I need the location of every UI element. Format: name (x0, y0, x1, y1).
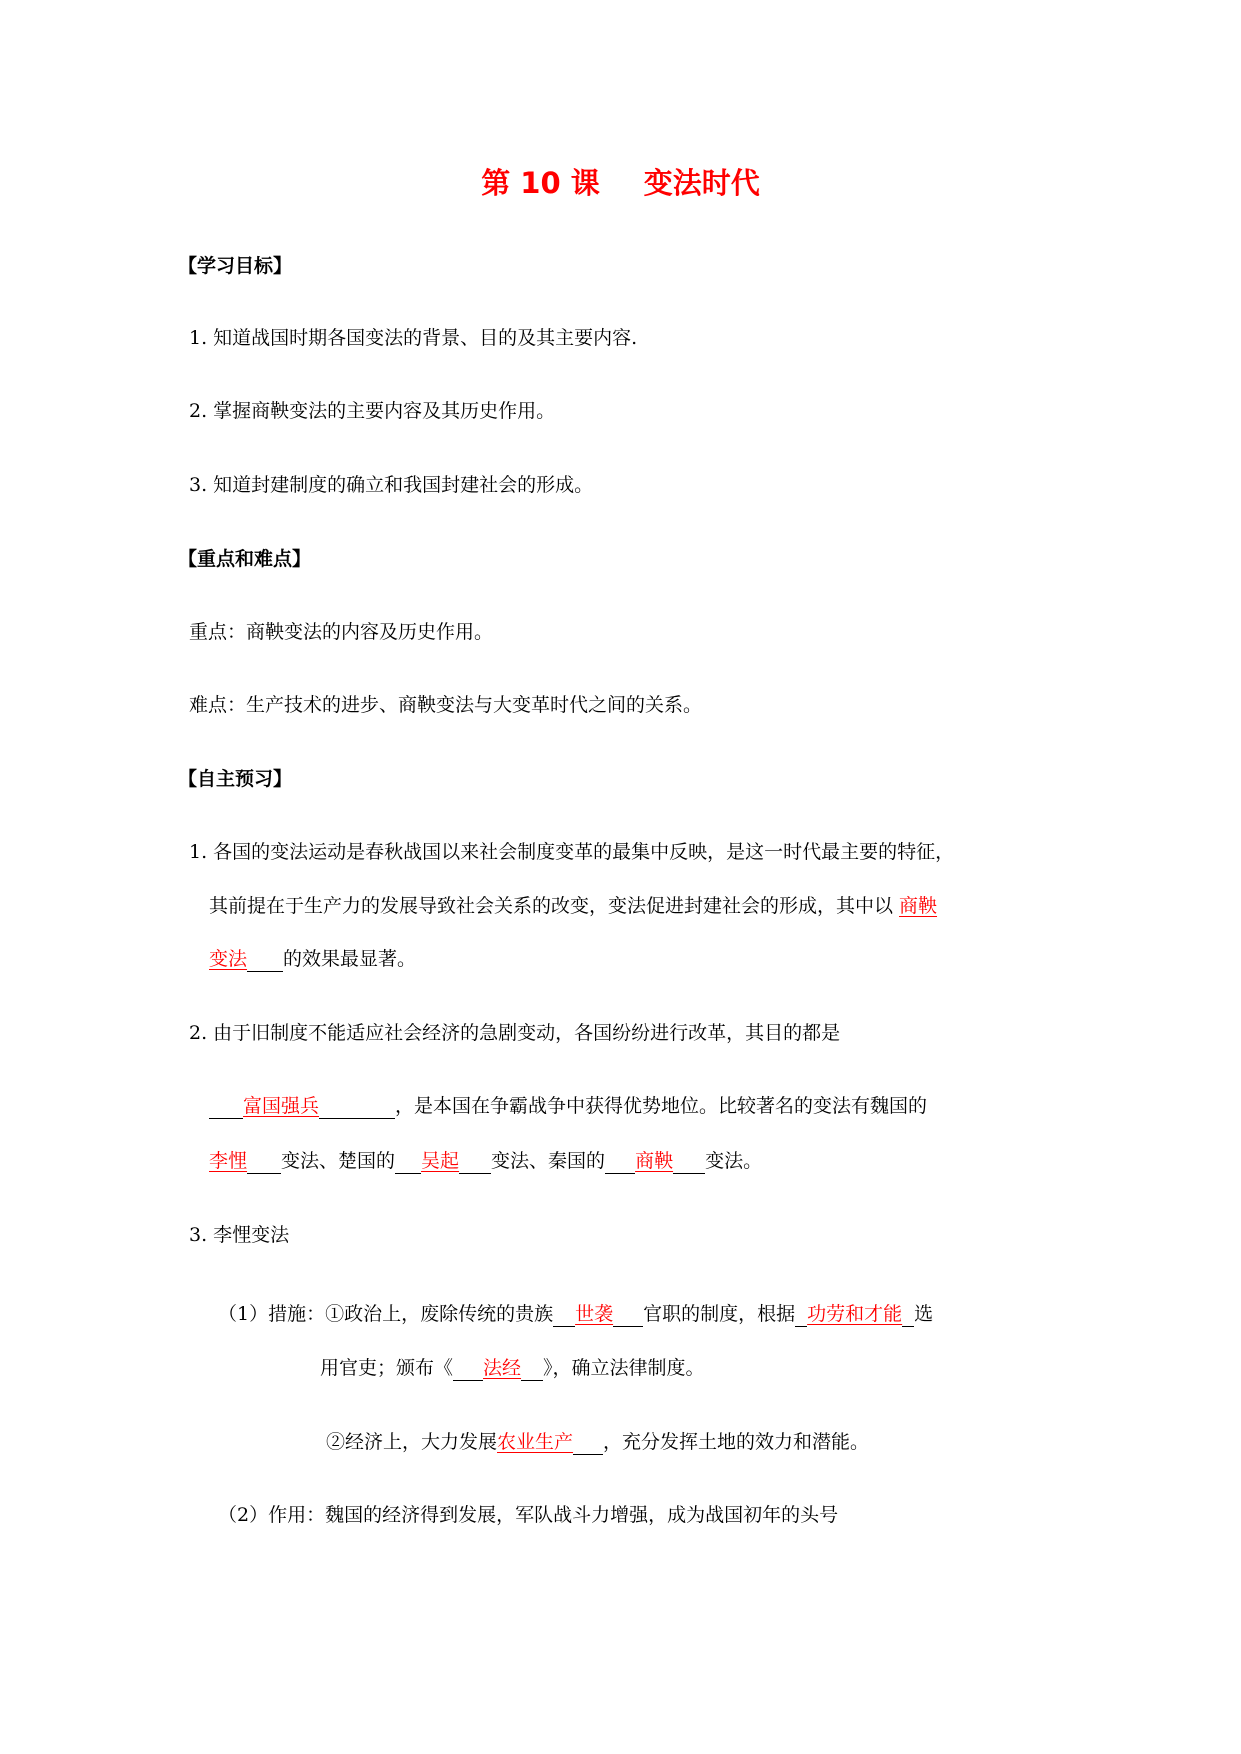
q2-line3 (209, 1148, 762, 1174)
q3-heading: 3. 李悝变法 (189, 1224, 290, 1246)
answer-blank: 商鞅 (899, 895, 938, 917)
answer-blank: 富国强兵 (243, 1095, 320, 1117)
preview-heading: 【自主预习】 (178, 768, 293, 790)
q3-text: （1）措施：①政治上，废除传统的贵族 (218, 1303, 554, 1325)
goal-item-1: 1. 知道战国时期各国变法的背景、目的及其主要内容. (189, 327, 638, 349)
q3-text: ②经济上，大力发展 (326, 1431, 498, 1453)
q3-text: 》，确立法律制度。 (543, 1357, 705, 1379)
q2-text: 变法、楚国的 (281, 1150, 396, 1172)
answer-blank: 商鞅 (635, 1150, 674, 1172)
goals-heading: 【学习目标】 (178, 255, 293, 277)
q3-text: 选 (914, 1303, 934, 1325)
q3-economy-line (326, 1429, 869, 1455)
answer-blank: 法经 (483, 1357, 522, 1379)
answer-blank: 功劳和才能 (807, 1303, 903, 1325)
answer-blank: 吴起 (421, 1150, 460, 1172)
q2-text: 变法。 (705, 1150, 763, 1172)
answer-blank: 李悝 (209, 1150, 248, 1172)
q3-effect: （2）作用：魏国的经济得到发展，军队战斗力增强，成为战国初年的头号 (218, 1504, 839, 1526)
q3-text: 官职的制度，根据 (643, 1303, 796, 1325)
q2-line2-text: ，是本国在争霸战争中获得优势地位。比较著名的变法有魏国的 (395, 1095, 928, 1117)
key-heading: 【重点和难点】 (178, 548, 312, 570)
lesson-name: 变法时代 (643, 166, 760, 200)
q1-line2-text: 其前提在于生产力的发展导致社会关系的改变，变法促进封建社会的形成，其中以 (209, 895, 894, 917)
q2-text: 变法、秦国的 (491, 1150, 606, 1172)
q1-line2 (209, 893, 937, 919)
q3-measures-line1 (218, 1301, 933, 1327)
q1-line3-text: 的效果最显著。 (283, 948, 417, 970)
key-focus: 重点：商鞅变法的内容及历史作用。 (189, 621, 494, 643)
goal-item-2: 2. 掌握商鞅变法的主要内容及其历史作用。 (189, 400, 556, 422)
q3-measures-line2 (320, 1355, 705, 1381)
q1-line3 (209, 946, 416, 972)
q3-text: ，充分发挥土地的效力和潜能。 (603, 1431, 870, 1453)
goal-item-3: 3. 知道封建制度的确立和我国封建社会的形成。 (189, 474, 594, 496)
lesson-number: 第 10 课 (481, 166, 600, 200)
answer-blank: 变法 (209, 948, 248, 970)
answer-blank: 农业生产 (497, 1431, 574, 1453)
page-title (0, 164, 1241, 202)
q2-line2 (209, 1093, 927, 1119)
q1-line1: 1. 各国的变法运动是春秋战国以来社会制度变革的最集中反映，是这一时代最主要的特征， (189, 841, 955, 863)
q2-line1: 2. 由于旧制度不能适应社会经济的急剧变动，各国纷纷进行改革，其目的都是 (189, 1022, 841, 1044)
q3-text: 用官吏；颁布《 (320, 1357, 454, 1379)
answer-blank: 世袭 (575, 1303, 614, 1325)
key-difficulty: 难点：生产技术的进步、商鞅变法与大变革时代之间的关系。 (189, 694, 703, 716)
